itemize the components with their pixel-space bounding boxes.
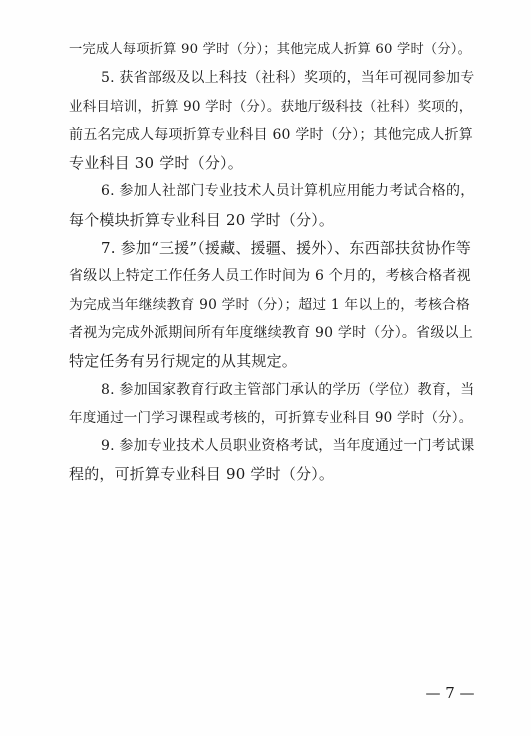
paragraph-line: 9. 参加专业技术人员职业资格考试，当年度通过一门考试课 — [101, 438, 475, 455]
paragraph-line: 年度通过一门学习课程或考核的，可折算专业科目 90 学时（分）。 — [69, 409, 473, 426]
paragraph-line: 程的，可折算专业科目 90 学时（分）。 — [69, 465, 335, 484]
paragraph-line: 业科目培训，折算 90 学时（分）。获地厅级科技（社科）奖项的， — [69, 98, 473, 115]
paragraph-line: 省级以上特定工作任务人员工作时间为 6 个月的，考核合格者视 — [69, 268, 471, 285]
paragraph-line: 前五名完成人每项折算专业科目 60 学时（分）；其他完成人折算 — [69, 126, 473, 143]
paragraph-line: 6. 参加人社部门专业技术人员计算机应用能力考试合格的， — [101, 183, 475, 200]
page-number: — 7 — — [425, 684, 475, 702]
paragraph-line: 特定任务有另行规定的从其规定。 — [69, 352, 298, 371]
paragraph-line: 5. 获省部级及以上科技（社科）奖项的，当年可视同参加专 — [101, 70, 475, 87]
paragraph-line: 每个模块折算专业科目 20 学时（分）。 — [69, 210, 335, 229]
paragraph-line: 专业科目 30 学时（分）。 — [69, 154, 243, 173]
paragraph-line: 者视为完成外派期间所有年度继续教育 90 学时（分）。省级以上 — [69, 324, 473, 341]
paragraph-line: 一完成人每项折算 90 学时（分）；其他完成人折算 60 学时（分）。 — [69, 42, 472, 57]
paragraph-line: 8. 参加国家教育行政主管部门承认的学历（学位）教育，当 — [101, 381, 475, 398]
document-body — [69, 36, 474, 489]
paragraph-line: 7. 参加“三援”（援藏、援疆、援外）、东西部扶贫协作等 — [101, 239, 472, 258]
paragraph-line: 为完成当年继续教育 90 学时（分）；超过 1 年以上的，考核合格 — [69, 296, 470, 313]
